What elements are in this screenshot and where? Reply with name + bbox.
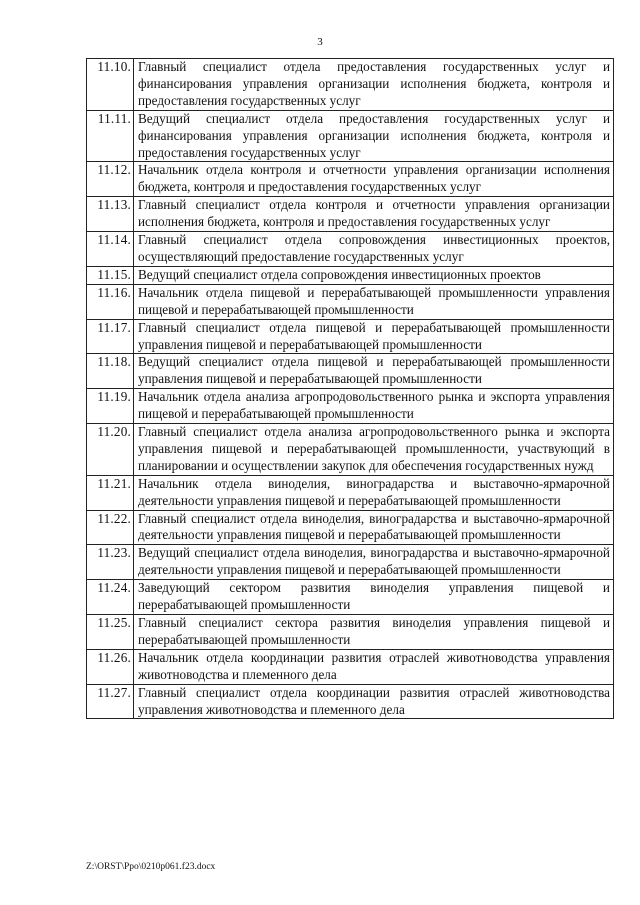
row-number: 11.18. (87, 354, 134, 389)
table-row (87, 284, 614, 319)
page-number: 3 (317, 36, 323, 48)
table-row (87, 59, 614, 111)
row-number: 11.21. (87, 475, 134, 510)
table-row (87, 389, 614, 424)
table-row (87, 319, 614, 354)
row-number: 11.10. (87, 59, 134, 111)
table-row (87, 475, 614, 510)
row-number: 11.11. (87, 110, 134, 162)
row-number: 11.24. (87, 580, 134, 615)
row-number: 11.16. (87, 284, 134, 319)
row-text: Ведущий специалист отдела сопровождения инвестиционных проектов (134, 266, 614, 284)
table-row (87, 510, 614, 545)
table-row (87, 110, 614, 162)
table-row (87, 649, 614, 684)
row-number: 11.15. (87, 266, 134, 284)
row-text: Главный специалист сектора развития виноделия управления пищевой и перерабатывающей промышленности (134, 615, 614, 650)
table-row (87, 424, 614, 476)
table-row (87, 580, 614, 615)
row-text: Главный специалист отдела анализа агропродовольственного рынка и экспорта управления пищевой и перерабатывающей промышленности, участвующий в планировании и осуществлении закупок для обеспечения государственных нужд (134, 424, 614, 476)
row-text: Начальник отдела контроля и отчетности управления организации исполнения бюджета, контроля и предоставления государственных услуг (134, 162, 614, 197)
row-text: Начальник отдела координации развития отраслей животноводства управления животноводства и племенного дела (134, 649, 614, 684)
row-text: Главный специалист отдела предоставления государственных услуг и финансирования управления организации исполнения бюджета, контроля и предоставления государственных услуг (134, 59, 614, 111)
table-row (87, 197, 614, 232)
row-text: Начальник отдела виноделия, виноградарства и выставочно-ярмарочной деятельности управления пищевой и перерабатывающей промышленности (134, 475, 614, 510)
row-number: 11.26. (87, 649, 134, 684)
row-text: Главный специалист отдела пищевой и перерабатывающей промышленности управления пищевой и перерабатывающей промышленности (134, 319, 614, 354)
table-row (87, 162, 614, 197)
row-text: Начальник отдела анализа агропродовольственного рынка и экспорта управления пищевой и перерабатывающей промышленности (134, 389, 614, 424)
row-text: Начальник отдела пищевой и перерабатывающей промышленности управления пищевой и перерабатывающей промышленности (134, 284, 614, 319)
table-row (87, 354, 614, 389)
row-number: 11.14. (87, 232, 134, 267)
row-number: 11.17. (87, 319, 134, 354)
row-number: 11.23. (87, 545, 134, 580)
positions-table (86, 58, 614, 719)
table-row (87, 545, 614, 580)
row-number: 11.12. (87, 162, 134, 197)
row-text: Главный специалист отдела координации развития отраслей животноводства управления животноводства и племенного дела (134, 684, 614, 719)
footer-file-path: Z:\ORST\Ppo\0210p061.f23.docx (86, 862, 216, 872)
table-row (87, 266, 614, 284)
row-text: Главный специалист отдела виноделия, виноградарства и выставочно-ярмарочной деятельности управления пищевой и перерабатывающей промышленности (134, 510, 614, 545)
row-number: 11.20. (87, 424, 134, 476)
row-text: Главный специалист отдела контроля и отчетности управления организации исполнения бюджета, контроля и предоставления государственных услуг (134, 197, 614, 232)
row-text: Главный специалист отдела сопровождения инвестиционных проектов, осуществляющий предоставление государственных услуг (134, 232, 614, 267)
row-number: 11.13. (87, 197, 134, 232)
row-text: Заведующий сектором развития виноделия управления пищевой и перерабатывающей промышленности (134, 580, 614, 615)
table-row (87, 684, 614, 719)
table-row (87, 615, 614, 650)
row-text: Ведущий специалист отдела предоставления государственных услуг и финансирования управления организации исполнения бюджета, контроля и предоставления государственных услуг (134, 110, 614, 162)
row-number: 11.22. (87, 510, 134, 545)
row-number: 11.25. (87, 615, 134, 650)
row-text: Ведущий специалист отдела виноделия, виноградарства и выставочно-ярмарочной деятельности управления пищевой и перерабатывающей промышленности (134, 545, 614, 580)
row-number: 11.19. (87, 389, 134, 424)
table-row (87, 232, 614, 267)
row-text: Ведущий специалист отдела пищевой и перерабатывающей промышленности управления пищевой и перерабатывающей промышленности (134, 354, 614, 389)
row-number: 11.27. (87, 684, 134, 719)
